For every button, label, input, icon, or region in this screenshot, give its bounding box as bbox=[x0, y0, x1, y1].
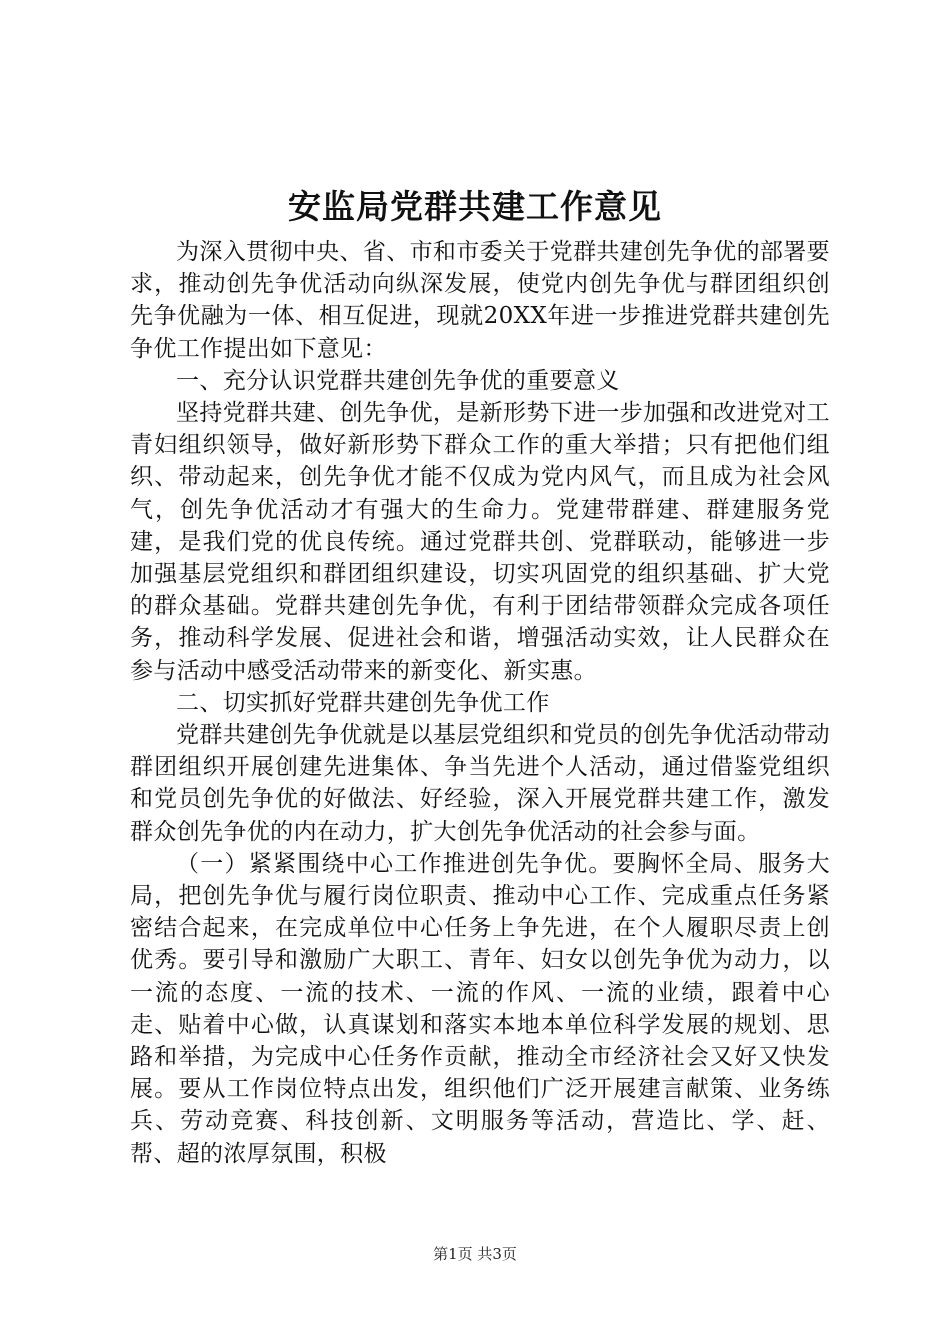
page-footer: 第1页 共3页 bbox=[433, 1245, 517, 1263]
section-heading-1: 一、充分认识党群共建创先争优的重要意义 bbox=[176, 367, 620, 394]
document-body bbox=[130, 236, 830, 1170]
subsection-1-paragraph: （一）紧紧围绕中心工作推进创先争优。要胸怀全局、服务大局，把创先争优与履行岗位职责、推动中心工作、完成重点任务紧密结合起来，在完成单位中心任务上争先进，在个人履职尽责上创优秀。要引导和激励广大职工、青年、妇女以创先争优为动力，以一流的态度、一流的技术、一流的作风、一流的业绩，跟着中心走、贴着中心做，认真谋划和落实本地本单位科学发展的规划、思路和举措，为完成中心任务作贡献，推动全市经济社会又好又快发展。要从工作岗位特点出发，组织他们广泛开展建言献策、业务练兵、劳动竞赛、科技创新、文明服务等活动，营造比、学、赶、帮、超的浓厚氛围，积极 bbox=[130, 850, 830, 1167]
section-2-paragraph: 党群共建创先争优就是以基层党组织和党员的创先争优活动带动群团组织开展创建先进集体、争当先进个人活动，通过借鉴党组织和党员创先争优的好做法、好经验，深入开展党群共建工作，激发群众创先争优的内在动力，扩大创先争优活动的社会参与面。 bbox=[130, 722, 830, 845]
document-title: 安监局党群共建工作意见 bbox=[288, 187, 662, 226]
section-heading-2: 二、切实抓好党群共建创先争优工作 bbox=[176, 689, 550, 716]
section-1-paragraph: 坚持党群共建、创先争优，是新形势下进一步加强和改进党对工青妇组织领导，做好新形势下群众工作的重大举措；只有把他们组织、带动起来，创先争优才能不仅成为党内风气，而且成为社会风气，创先争优活动才有强大的生命力。党建带群建、群建服务党建，是我们党的优良传统。通过党群共创、党群联动，能够进一步加强基层党组织和群团组织建设，切实巩固党的组织基础、扩大党的群众基础。党群共建创先争优，有利于团结带领群众完成各项任务，推动科学发展、促进社会和谐，增强活动实效，让人民群众在参与活动中感受活动带来的新变化、新实惠。 bbox=[130, 400, 830, 684]
intro-paragraph: 为深入贯彻中央、省、市和市委关于党群共建创先争优的部署要求，推动创先争优活动向纵深发展，使党内创先争优与群团组织创先争优融为一体、相互促进，现就20XX年进一步推进党群共建创先争优工作提出如下意见： bbox=[130, 239, 830, 362]
